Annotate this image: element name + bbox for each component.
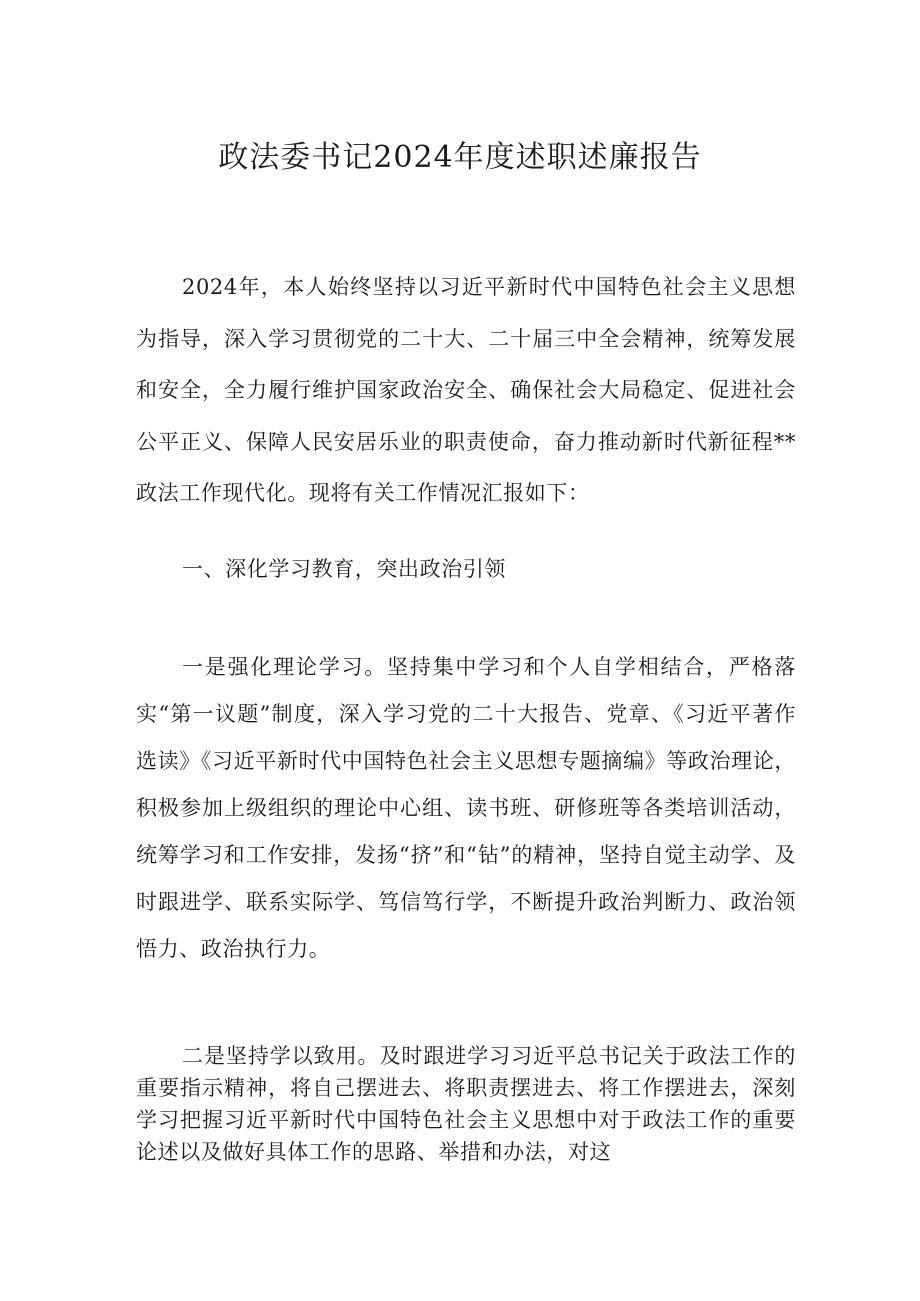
- document-title: 政法委书记2024年度述职述廉报告: [218, 140, 702, 175]
- paragraph-point-two: 二是坚持学以致用。及时跟进学习习近平总书记关于政法工作的重要指示精神，将自己摆进去、将职责摆进去、将工作摆进去，深刻学习把握习近平新时代中国特色社会主义思想中对于政法工作的重要论述以及做好具体工作的思路、举措和办法，对这: [136, 1044, 796, 1164]
- intro-paragraph: 2024年，本人始终坚持以习近平新时代中国特色社会主义思想为指导，深入学习贯彻党的二十大、二十届三中全会精神，统筹发展和安全，全力履行维护国家政治安全、确保社会大局稳定、促进社会公平正义、保障人民安居乐业的职责使命，奋力推动新时代新征程**政法工作现代化。现将有关工作情况汇报如下：: [136, 275, 796, 505]
- section-heading: 一、深化学习教育，突出政治引领: [182, 557, 506, 581]
- paragraph-point-one: 一是强化理论学习。坚持集中学习和个人自学相结合，严格落实“第一议题”制度，深入学习党的二十大报告、党章、《习近平著作选读》《习近平新时代中国特色社会主义思想专题摘编》等政治理论，积极参加上级组织的理论中心组、读书班、研修班等各类培训活动，统筹学习和工作安排，发扬“挤”和“钻”的精神，坚持自觉主动学、及时跟进学、联系实际学、笃信笃行学，不断提升政治判断力、政治领悟力、政治执行力。: [136, 655, 796, 961]
